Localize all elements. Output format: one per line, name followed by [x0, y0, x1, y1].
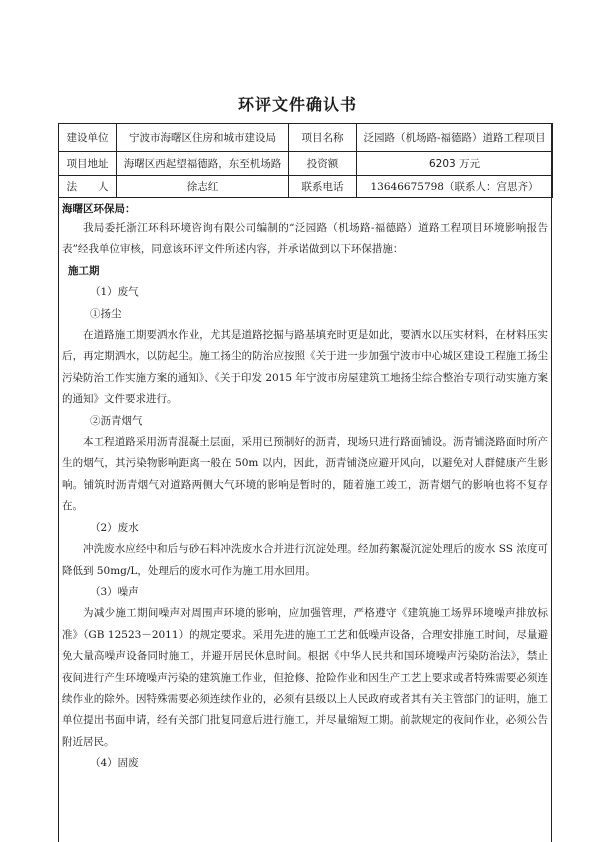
project-info-table	[58, 123, 553, 198]
table-row	[59, 152, 553, 176]
recipient: 海曙区环保局：	[62, 203, 136, 215]
table-row	[59, 176, 553, 198]
item-exhaust-gas: （1）废气	[90, 286, 139, 299]
value-builder: 宁波市海曙区住房和城市建设局	[117, 124, 289, 152]
item-dust: ①扬尘	[90, 307, 122, 320]
value-address: 海曙区西起望福德路，东至机场路	[117, 152, 289, 176]
label-legal-person: 法 人	[59, 176, 117, 198]
value-legal-person: 徐志红	[117, 176, 289, 198]
section-heading-construction: 施工期	[68, 264, 100, 277]
wastewater-paragraph: 冲洗废水应经中和后与砂石料冲洗废水合并进行沉淀处理。经加药絮凝沉淀处理后的废水 SS 浓度可降低到 50mg/L，处理后的废水可作为施工用水回用。	[62, 543, 548, 577]
intro-paragraph: 我局委托浙江环科环境咨询有限公司编制的“泛园路（机场路-福德路）道路工程项目环境影响报告表”经我单位审核，同意该环评文件所述内容，并承诺做到以下环保措施：	[62, 222, 548, 256]
label-investment: 投资额	[289, 152, 357, 176]
value-investment: 6203 万元	[357, 152, 553, 176]
noise-paragraph: 为减少施工期间噪声对周围声环境的影响，应加强管理，严格遵守《建筑施工场界环境噪声排放标准》（GB 12523－2011）的规定要求。采用先进的施工工艺和低噪声设备，合理安排施工时间，尽量避免大量高噪声设备同时施工，并避开居民休息时间。根据《中华人民共和国环境噪声污染防治法》，禁止夜间进行产生环境噪声污染的建筑施工作业，但抢修、抢险作业和因生产工艺上要求或者特殊需要必须连续作业的除外。因特殊需要必须连续作业的，必须有县级以上人民政府或者其有关主管部门的证明，施工单位提出书面申请，经有关部门批复同意后进行施工，并尽量缩短工期。前款规定的夜间作业，必须公告附近居民。	[62, 607, 548, 748]
item-noise: （3）噪声	[90, 585, 139, 598]
value-phone: 13646675798（联系人：宫思齐）	[357, 176, 553, 198]
asphalt-paragraph: 本工程道路采用沥青混凝土层面，采用已预制好的沥青，现场只进行路面铺设。沥青铺浇路面时所产生的烟气，其污染物影响距离一般在 50m 以内，因此，沥青铺浇应避开风向，以避免对人群健康产生影响。铺筑时沥青烟气对道路两侧大气环境的影响是暂时的，随着施工竣工，沥青烟气的影响也将不复存在。	[62, 436, 548, 513]
label-project-name: 项目名称	[289, 124, 357, 152]
label-builder: 建设单位	[59, 124, 117, 152]
document-body	[62, 200, 548, 775]
document-title: 环评文件确认书	[237, 95, 357, 114]
label-address: 项目地址	[59, 152, 117, 176]
item-solid-waste: （4）固废	[90, 757, 139, 770]
item-wastewater: （2）废水	[90, 521, 139, 534]
dust-paragraph: 在道路施工期要洒水作业，尤其是道路挖掘与路基填充时更是如此，要洒水以压实材料，在材料压实后，再定期洒水，以防起尘。施工扬尘的防治应按照《关于进一步加强宁波市中心城区建设工程施工扬尘污染防治工作实施方案的通知》、《关于印发 2015 年宁波市房屋建筑工地扬尘综合整治专项行动实施方案的通知》文件要求进行。	[62, 329, 548, 406]
table-row	[59, 124, 553, 152]
label-phone: 联系电话	[289, 176, 357, 198]
item-asphalt-fumes: ②沥青烟气	[90, 414, 143, 427]
value-project-name: 泛园路（机场路-福德路）道路工程项目	[357, 124, 553, 152]
